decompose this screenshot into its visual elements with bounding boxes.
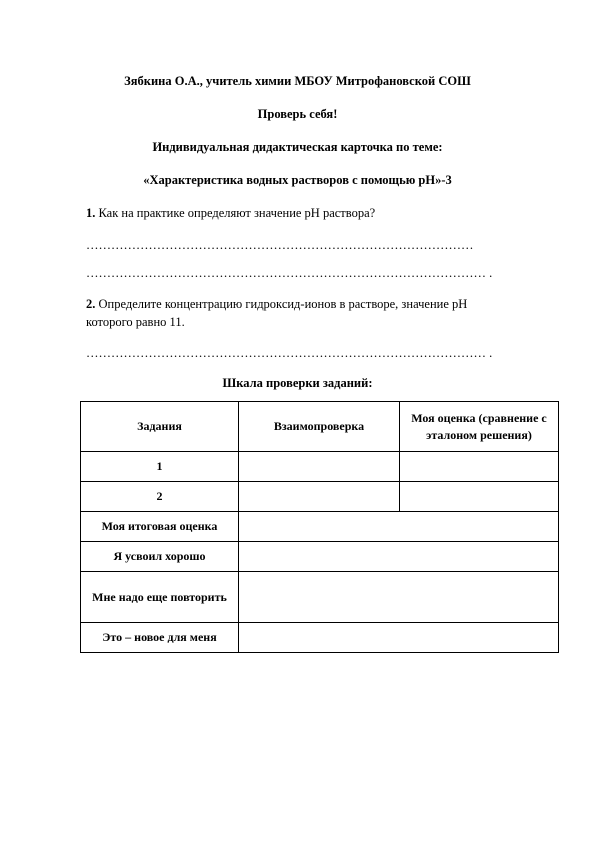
question-1 [86,206,375,221]
peer-check-cell[interactable] [239,482,400,512]
question-2 [86,297,467,312]
self-assessment-cell[interactable] [400,452,559,482]
question-1-text: Как на практике определяют значение pH раствора? [95,206,376,220]
check-yourself-heading: Проверь себя! [257,107,338,121]
peer-check-cell[interactable] [239,452,400,482]
table-row [81,512,559,542]
table-row [81,572,559,623]
header-peer-check: Взаимопроверка [239,402,400,452]
summary-value-cell[interactable] [239,512,559,542]
summary-label-cell: Это – новое для меня [81,623,239,653]
assessment-table [80,401,559,653]
summary-value-cell[interactable] [239,572,559,623]
table-row [81,482,559,512]
question-1-number: 1. [86,206,96,220]
table-row [81,452,559,482]
table-header-row [81,402,559,452]
answer-line-1b[interactable]: …………………………………………………………………………………… . [86,266,493,280]
summary-label-cell: Я усвоил хорошо [81,542,239,572]
summary-label-cell: Мне надо еще повторить [81,572,239,623]
table-row [81,542,559,572]
task-number-cell: 1 [81,452,239,482]
summary-value-cell[interactable] [239,623,559,653]
header-tasks: Задания [81,402,239,452]
question-2-line2: которого равно 11. [86,315,185,329]
task-number-cell: 2 [81,482,239,512]
scale-title: Шкала проверки заданий: [222,376,373,390]
summary-value-cell[interactable] [239,542,559,572]
answer-line-2a[interactable]: …………………………………………………………………………………… . [86,346,493,360]
card-title: Индивидуальная дидактическая карточка по теме: [152,140,443,154]
summary-label-cell: Моя итоговая оценка [81,512,239,542]
question-2-text-line1: Определите концентрацию гидроксид-ионов в растворе, значение pH [95,297,468,311]
table-row [81,623,559,653]
header-self-assessment: Моя оценка (сравнение с эталоном решения) [400,402,559,452]
topic-title: «Характеристика водных растворов с помощью pH»-3 [143,173,452,187]
author-line: Зябкина О.А., учитель химии МБОУ Митрофановской СОШ [124,74,471,88]
self-assessment-cell[interactable] [400,482,559,512]
question-2-number: 2. [86,297,96,311]
answer-line-1a[interactable]: ………………………………………………………………………………… [86,238,474,252]
